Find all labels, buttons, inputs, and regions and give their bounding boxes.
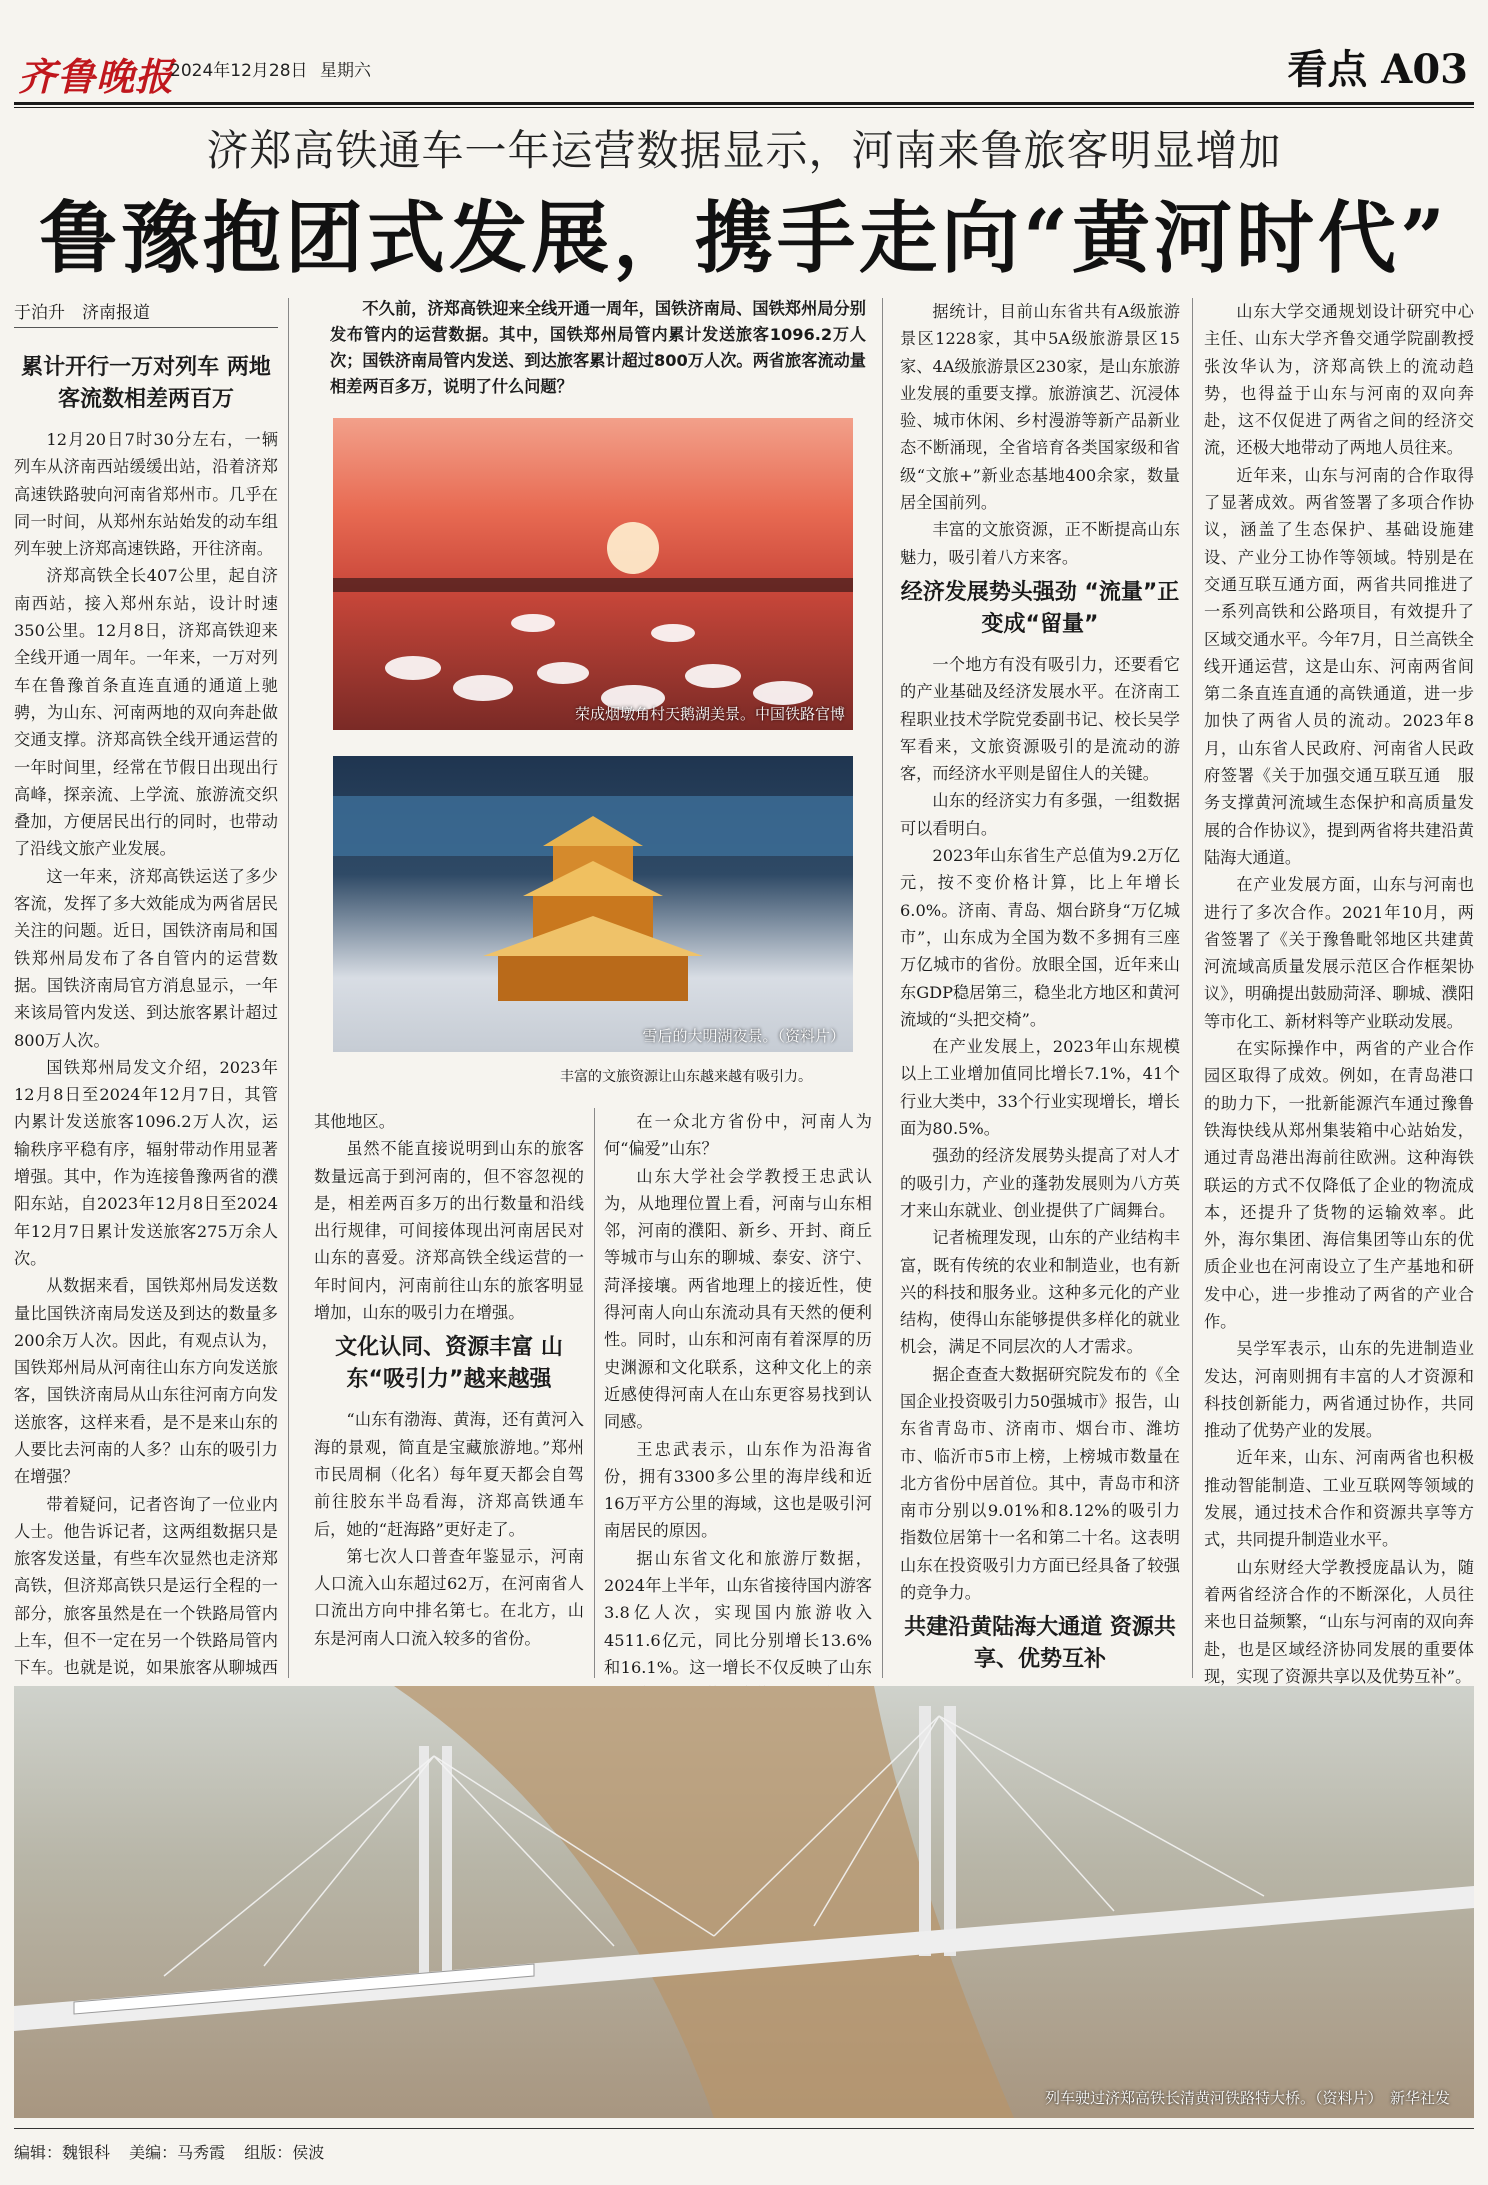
masthead-rule-thin bbox=[14, 107, 1474, 108]
column-1 bbox=[14, 298, 278, 1791]
column-divider bbox=[288, 298, 289, 1678]
paragraph: 记者梳理发现，山东的产业结构丰富，既有传统的农业和制造业，也有新兴的科技和服务业。这种多元化的产业结构，使得山东能够提供多样化的就业机会，满足不同层次的人才需求。 bbox=[900, 1228, 1180, 1357]
swan-lake-illustration bbox=[333, 418, 853, 730]
paragraph: 据企查查大数据研究院发布的《全国企业投资吸引力50强城市》报告，山东省青岛市、济南市、烟台市、潍坊市、临沂市5市上榜，上榜城市数量在北方省份中居首位。其中，青岛市和济南市分别以9.01%和8.12%的吸引力指数位居第十一名和第二十名。这表明山东在投资吸引力方面已经具备了较强的竞争力。 bbox=[900, 1364, 1180, 1603]
footer-credits bbox=[14, 2140, 338, 2163]
paragraph: 这一年来，济郑高铁运送了多少客流，发挥了多大效能成为两省居民关注的问题。近日，国铁济南局和国铁郑州局发布了各自管内的运营数据。国铁济南局官方消息显示，一年来该局管内发送、到达旅客累计超过800万人次。 bbox=[14, 866, 278, 1050]
paragraph: 济郑高铁全长407公里，起自济南西站，接入郑州东站，设计时速350公里。12月8日，济郑高铁迎来全线开通一周年。一年来，一万对列车在鲁豫首条直连直通的通道上驰骋，为山东、河南两地的双向奔赴做交通支撑。济郑高铁全线开通运营的一年时间里，经常在节假日出现出行高峰，探亲流、上学流、旅游流交织叠加，方便居民出行的同时，也带动了沿线文旅产业发展。 bbox=[14, 566, 278, 859]
bridge-illustration bbox=[14, 1686, 1474, 2118]
col4-subhead-2: 共建沿黄陆海大通道 资源共享、优势互补 bbox=[904, 1615, 1176, 1673]
paragraph: 第七次人口普查年鉴显示，河南人口流入山东超过62万，在河南省人口流出方向中排名第七。在北方，山东是河南人口流入较多的省份。 bbox=[314, 1546, 584, 1648]
section-label: 看点 A03 bbox=[1287, 46, 1468, 93]
paragraph: “山东有渤海、黄海，还有黄河入海的景观，简直是宝藏旅游地。”郑州市民周桐（化名）每年夏天都会自驾前往胶东半岛看海，济郑高铁通车后，她的“赶海路”更好走了。 bbox=[314, 1410, 584, 1539]
paragraph: 强劲的经济发展势头提高了对人才的吸引力，产业的蓬勃发展则为八方英才来山东就业、创业提供了广阔舞台。 bbox=[900, 1146, 1180, 1220]
kicker-headline: 济郑高铁通车一年运营数据显示，河南来鲁旅客明显增加 bbox=[206, 126, 1282, 175]
paragraph: 在产业发展方面，山东与河南也进行了多次合作。2021年10月，两省签署了《关于豫鲁毗邻地区共建黄河流域高质量发展示范区合作框架协议》，明确提出鼓励菏泽、聊城、濮阳等市化工、新材料等产业联动发展。 bbox=[1204, 875, 1474, 1031]
photo-credit: 丰富的文旅资源让山东越来越有吸引力。 bbox=[560, 1069, 812, 1085]
footer-rule bbox=[14, 2128, 1474, 2129]
paragraph: 虽然不能直接说明到山东的旅客数量远高于到河南的，但不容忽视的是，相差两百多万的出行数量和沿线出行规律，可间接体现出河南居民对山东的喜爱。济郑高铁全线运营的一年时间内，河南前往山东的旅客明显增加，山东的吸引力在增强。 bbox=[314, 1139, 584, 1323]
paragraph: 一个地方有没有吸引力，还要看它的产业基础及经济发展水平。在济南工程职业技术学院党委副书记、校长吴学军看来，文旅资源吸引的是流动的游客，而经济水平则是留住人的关键。 bbox=[900, 654, 1180, 784]
paragraph: 山东的经济实力有多强，一组数据可以看明白。 bbox=[900, 791, 1180, 838]
byline: 于泊升 济南报道 bbox=[14, 298, 278, 328]
column-divider bbox=[594, 1108, 595, 1678]
pavilion-illustration bbox=[333, 756, 853, 1052]
column-2 bbox=[314, 1108, 584, 1652]
masthead-rule bbox=[14, 102, 1474, 105]
main-headline: 鲁豫抱团式发展，携手走向“黄河时代” bbox=[39, 193, 1449, 284]
issue-date: 2024年12月28日 bbox=[170, 61, 308, 81]
paragraph: 近年来，山东、河南两省也积极推动智能制造、工业互联网等领域的发展，通过技术合作和资源共享等方式，共同提升制造业水平。 bbox=[1204, 1448, 1474, 1550]
paragraph: 王忠武表示，山东作为沿海省份，拥有3300多公里的海岸线和近16万平方公里的海域，这也是吸引河南居民的原因。 bbox=[604, 1439, 872, 1541]
paragraph: 丰富的文旅资源，正不断提高山东魅力，吸引着八方来客。 bbox=[900, 520, 1180, 567]
paragraph: 山东大学社会学教授王忠武认为，从地理位置上看，河南与山东相邻，河南的濮阳、新乡、开封、商丘等城市与山东的聊城、泰安、济宁、菏泽接壤。两省地理上的接近性，使得河南人向山东流动具有天然的便利性。同时，山东和河南有着深厚的历史渊源和文化联系，这种文化上的亲近感使得河南人在山东更容易找到认同感。 bbox=[604, 1166, 872, 1432]
issue-weekday: 星期六 bbox=[320, 61, 371, 81]
footer-editor: 编辑：魏银科 bbox=[14, 2143, 111, 2162]
paragraph: 带着疑问，记者咨询了一位业内人士。他告诉记者，这两组数据只是旅客发送量，有些车次显然也走济郑高铁，但济郑高铁只是运行全程的一部分，旅客虽然是在一个铁路局管内上车，但不一定在另一个铁路局管内下车。也就是说，如果旅客从聊城西 bbox=[14, 1494, 278, 1678]
col1-subhead: 累计开行一万对列车 两地客流数相差两百万 bbox=[21, 355, 271, 412]
lede-paragraph: 不久前，济郑高铁迎来全线开通一周年，国铁济南局、国铁郑州局分别发布管内的运营数据。其中，国铁郑州局管内累计发送旅客1096.2万人次；国铁济南局管内发送、到达旅客累计超过800万人次。两省旅客流动量相差两百多万，说明了什么问题？ bbox=[330, 299, 866, 396]
newspaper-logo: 齐鲁晚报 bbox=[18, 54, 175, 99]
paragraph: 吴学军表示，山东的先进制造业发达，河南则拥有丰富的人才资源和科技创新能力，两省通过协作，共同推动了优势产业的发展。 bbox=[1204, 1339, 1474, 1441]
paragraph: 在一众北方省份中，河南人为何“偏爱”山东？ bbox=[604, 1112, 872, 1159]
column-5 bbox=[1204, 298, 1474, 1690]
photo-caption: 雪后的大明湖夜景。（资料片） bbox=[642, 1027, 845, 1045]
paragraph: 在实际操作中，两省的产业合作园区取得了成效。例如，在青岛港口的助力下，一批新能源汽车通过豫鲁铁海快线从郑州集装箱中心站始发，通过青岛港出海前往欧洲。这种海铁联运的方式不仅降低了企业的物流成本，还提升了货物的运输效率。此外，海尔集团、海信集团等山东的优质企业也在河南设立了生产基地和研发中心，进一步推动了两省的产业合作。 bbox=[1204, 1039, 1474, 1331]
paragraph: 据统计，目前山东省共有A级旅游景区1228家，其中5A级旅游景区15家、4A级旅游景区230家，是山东旅游业发展的重要支撑。旅游演艺、沉浸体验、城市休闲、乡村漫游等新产品新业态不断涌现，全省培育各类国家级和省级“文旅+”新业态基地400余家，数量居全国前列。 bbox=[900, 302, 1180, 513]
bridge-photo bbox=[14, 1686, 1474, 2118]
swan-lake-photo bbox=[333, 418, 853, 730]
paragraph: 国铁郑州局发文介绍，2023年12月8日至2024年12月7日，其管内累计发送旅客1096.2万人次，运输秩序平稳有序，辐射带动作用显著增强。其中，作为连接鲁豫两省的濮阳东站，自2023年12月8日至2024年12月7日累计发送旅客275万余人次。 bbox=[14, 1057, 278, 1268]
col4-subhead: 经济发展势头强劲 “流量”正变成“留量” bbox=[900, 579, 1180, 637]
photo-caption: 荣成烟墩角村天鹅湖美景。中国铁路官博 bbox=[574, 705, 845, 723]
paragraph: 近年来，山东与河南的合作取得了显著成效。两省签署了多项合作协议，涵盖了生态保护、基础设施建设、产业分工协作等领域。特别是在交通互联互通方面，两省共同推进了一系列高铁和公路项目，有效提升了区域交通水平。今年7月，日兰高铁全线开通运营，这是山东、河南两省间第二条直连直通的高铁通道，进一步加快了两省人员的流动。2023年8月，山东省人民政府、河南省人民政府签署《关于加强交通互联互通 服务支撑黄河流域生态保护和高质量发展的合作协议》，提到两省将共建沿黄陆海大通道。 bbox=[1204, 465, 1474, 867]
paragraph: 山东大学交通规划设计研究中心主任、山东大学齐鲁交通学院副教授张汝华认为，济郑高铁上的流动趋势，也得益于山东与河南的双向奔赴，这不仅促进了两省之间的经济交流，还极大地带动了两地人员往来。 bbox=[1204, 302, 1474, 458]
column-4 bbox=[900, 298, 1180, 1686]
paragraph: 其他地区。 bbox=[314, 1112, 395, 1131]
column-3 bbox=[604, 1108, 872, 1736]
paragraph: 12月20日7时30分左右，一辆列车从济南西站缓缓出站，沿着济郑高速铁路驶向河南省郑州市。几乎在同一时间，从郑州东站始发的动车组列车驶上济郑高速铁路，开往济南。 bbox=[14, 430, 278, 559]
paragraph: 据山东省文化和旅游厅数据，2024年上半年，山东省接待国内游客3.8亿人次，实现国内旅游收入4511.6亿元，同比分别增长13.6%和16.1%。这一增长不仅反映了山东 bbox=[604, 1548, 872, 1677]
footer-proof: 组版：侯波 bbox=[244, 2143, 325, 2162]
paragraph: 山东财经大学教授庞晶认为，随着两省经济合作的不断深化，人员往来也日益频繁，“山东与河南的双向奔赴，也是区域经济协同发展的重要体现，实现了资源共享以及优势互补”。 bbox=[1204, 1557, 1474, 1686]
paragraph: 2023年山东省生产总值为9.2万亿元，按不变价格计算，比上年增长6.0%。济南、青岛、烟台跻身“万亿城市”，山东成为全国为数不多拥有三座万亿城市的省份。放眼全国，近年来山东GDP稳居第三，稳坐北方地区和黄河流域的“头把交椅”。 bbox=[900, 846, 1180, 1029]
photo-caption: 列车驶过济郑高铁长清黄河铁路特大桥。（资料片） 新华社发 bbox=[1044, 2089, 1450, 2107]
daming-lake-photo bbox=[333, 756, 853, 1052]
column-divider bbox=[1192, 298, 1193, 1678]
column-divider bbox=[882, 298, 883, 1678]
footer-designer: 美编：马秀霞 bbox=[129, 2143, 226, 2162]
paragraph: 在产业发展上，2023年山东规模以上工业增加值同比增长7.1%，41个行业大类中，33个行业实现增长，增长面为80.5%。 bbox=[900, 1037, 1180, 1139]
col2-subhead: 文化认同、资源丰富 山东“吸引力”越来越强 bbox=[335, 1335, 563, 1393]
paragraph: 从数据来看，国铁郑州局发送数量比国铁济南局发送及到达的数量多200余万人次。因此，有观点认为，国铁郑州局从河南往山东方向发送旅客，国铁济南局从山东往河南方向发送旅客，这样来看，是不是来山东的人要比去河南的人多？山东的吸引力在增强？ bbox=[14, 1276, 278, 1487]
